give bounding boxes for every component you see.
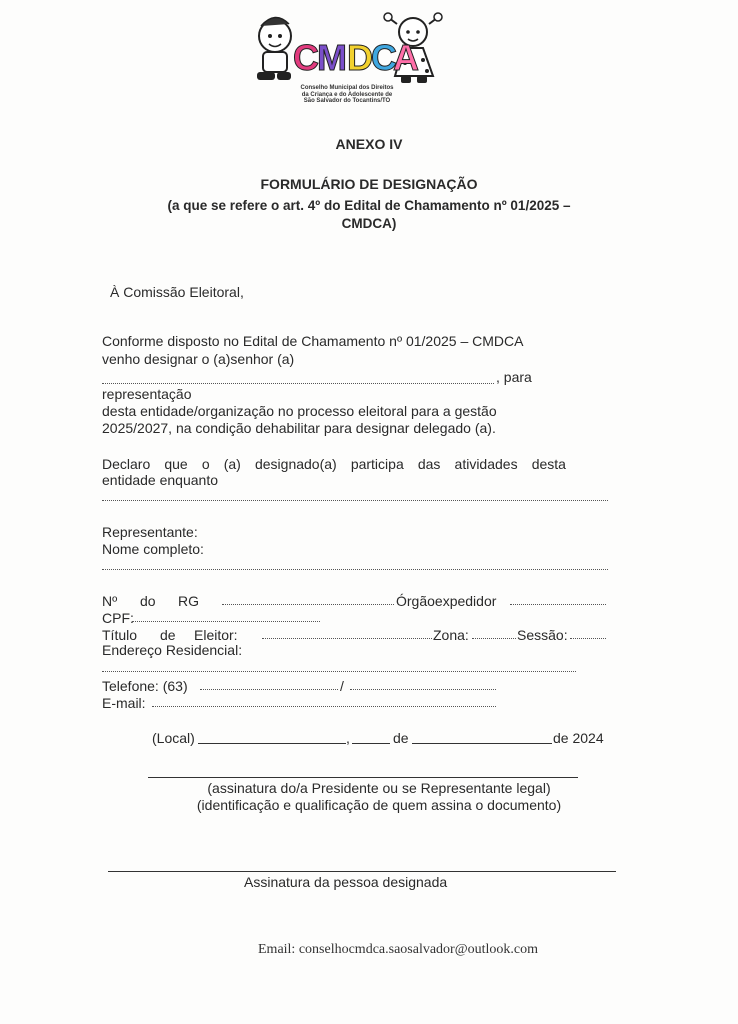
logo-subtitle-line: Conselho Municipal dos Direitos: [300, 85, 394, 91]
rg-word: RG: [178, 593, 199, 609]
designee-signature-line[interactable]: [108, 871, 616, 872]
year-label: de 2024: [553, 730, 604, 746]
rg-word: Nº: [102, 593, 118, 609]
paragraph2-word: (a): [223, 456, 241, 472]
cpf-label: CPF:: [102, 610, 134, 626]
footer-email: Email: conselhocmdca.saosalvador@outlook.com: [258, 942, 538, 957]
paragraph2-word: desta: [531, 456, 566, 472]
representative-label: Representante:: [102, 524, 198, 540]
full-name-label: Nome completo:: [102, 541, 204, 557]
paragraph2-word: das: [417, 456, 441, 472]
salutation: À Comissão Eleitoral,: [110, 284, 244, 300]
paragraph1-line2: venho designar o (a)senhor (a): [102, 351, 295, 367]
logo-subtitle: [292, 85, 402, 105]
logo-letter-d: D: [347, 37, 373, 78]
designee-name-blank[interactable]: [102, 383, 494, 384]
voter-title-word: Eleitor:: [194, 627, 238, 643]
paragraph1-line3-suffix: , para: [496, 369, 532, 385]
phone-label: Telefone: (63): [102, 678, 188, 694]
address-label: Endereço Residencial:: [102, 642, 243, 658]
logo-letter-c: C: [293, 37, 319, 78]
logo-letter-c2: C: [371, 37, 397, 78]
date-comma: ,: [346, 730, 350, 746]
email-label: E-mail:: [102, 695, 146, 711]
email-blank[interactable]: [152, 706, 496, 707]
zone-label: Zona:: [433, 627, 469, 643]
paragraph1-line6: 2025/2027, na condição dehabilitar para designar delegado (a).: [102, 420, 496, 436]
paragraph1-line4: representação: [102, 386, 192, 402]
paragraph1-line5: desta entidade/organização no processo eleitoral para a gestão: [102, 403, 497, 419]
form-subtitle-line1: (a que se refere o art. 4º do Edital de Chamamento nº 01/2025 –: [167, 198, 571, 213]
day-blank[interactable]: [352, 743, 390, 744]
local-label: (Local): [152, 730, 195, 746]
date-de-label: de: [393, 730, 409, 746]
paragraph2-word: atividades: [454, 456, 518, 472]
session-blank[interactable]: [570, 638, 606, 639]
paragraph2-word: participa: [350, 456, 404, 472]
session-label: Sessão:: [517, 627, 568, 643]
cpf-blank[interactable]: [132, 621, 320, 622]
voter-title-blank[interactable]: [262, 638, 432, 639]
signer-identification-caption: (identificação e qualificação de quem assina o documento): [196, 797, 562, 813]
local-blank[interactable]: [198, 743, 346, 744]
paragraph2-word: Declaro: [102, 456, 151, 472]
cmdca-logo: [245, 8, 445, 88]
president-signature-line[interactable]: [148, 777, 578, 778]
issuer-blank[interactable]: [510, 604, 606, 605]
zone-blank[interactable]: [472, 638, 516, 639]
logo-subtitle-line: da Criança e do Adolescente de: [301, 91, 393, 98]
rg-blank[interactable]: [222, 604, 394, 605]
designee-signature-caption: Assinatura da pessoa designada: [244, 874, 448, 890]
annex-title: ANEXO IV: [335, 136, 403, 152]
address-blank[interactable]: [102, 671, 576, 672]
paragraph2-word: que: [164, 456, 188, 472]
rg-word: do: [140, 593, 156, 609]
paragraph2-word: designado(a): [254, 456, 337, 472]
paragraph2-word: o: [201, 456, 210, 472]
activities-blank[interactable]: [102, 500, 608, 501]
logo-letter-m: M: [317, 37, 347, 78]
president-signature-caption: (assinatura do/a Presidente ou se Representante legal): [207, 780, 551, 796]
phone-blank-2[interactable]: [350, 689, 496, 690]
voter-title-word: de: [160, 627, 176, 643]
full-name-blank[interactable]: [102, 569, 608, 570]
voter-title-word: Título: [102, 627, 138, 643]
paragraph2-line1: [102, 456, 566, 472]
phone-separator: /: [340, 678, 344, 694]
logo-subtitle-line: São Salvador do Tocantins/TO: [303, 98, 391, 104]
month-blank[interactable]: [412, 743, 552, 744]
form-subtitle-line2: CMDCA): [341, 216, 397, 231]
issuer-label: Órgãoexpedidor: [396, 593, 497, 609]
paragraph2-line2: entidade enquanto: [102, 472, 218, 488]
form-title: FORMULÁRIO DE DESIGNAÇÃO: [260, 176, 478, 192]
phone-blank-1[interactable]: [200, 689, 338, 690]
paragraph1-line1: Conforme disposto no Edital de Chamamento nº 01/2025 – CMDCA: [102, 333, 524, 349]
boy-illustration-icon: [257, 17, 291, 80]
logo-letter-a: A: [393, 37, 419, 78]
